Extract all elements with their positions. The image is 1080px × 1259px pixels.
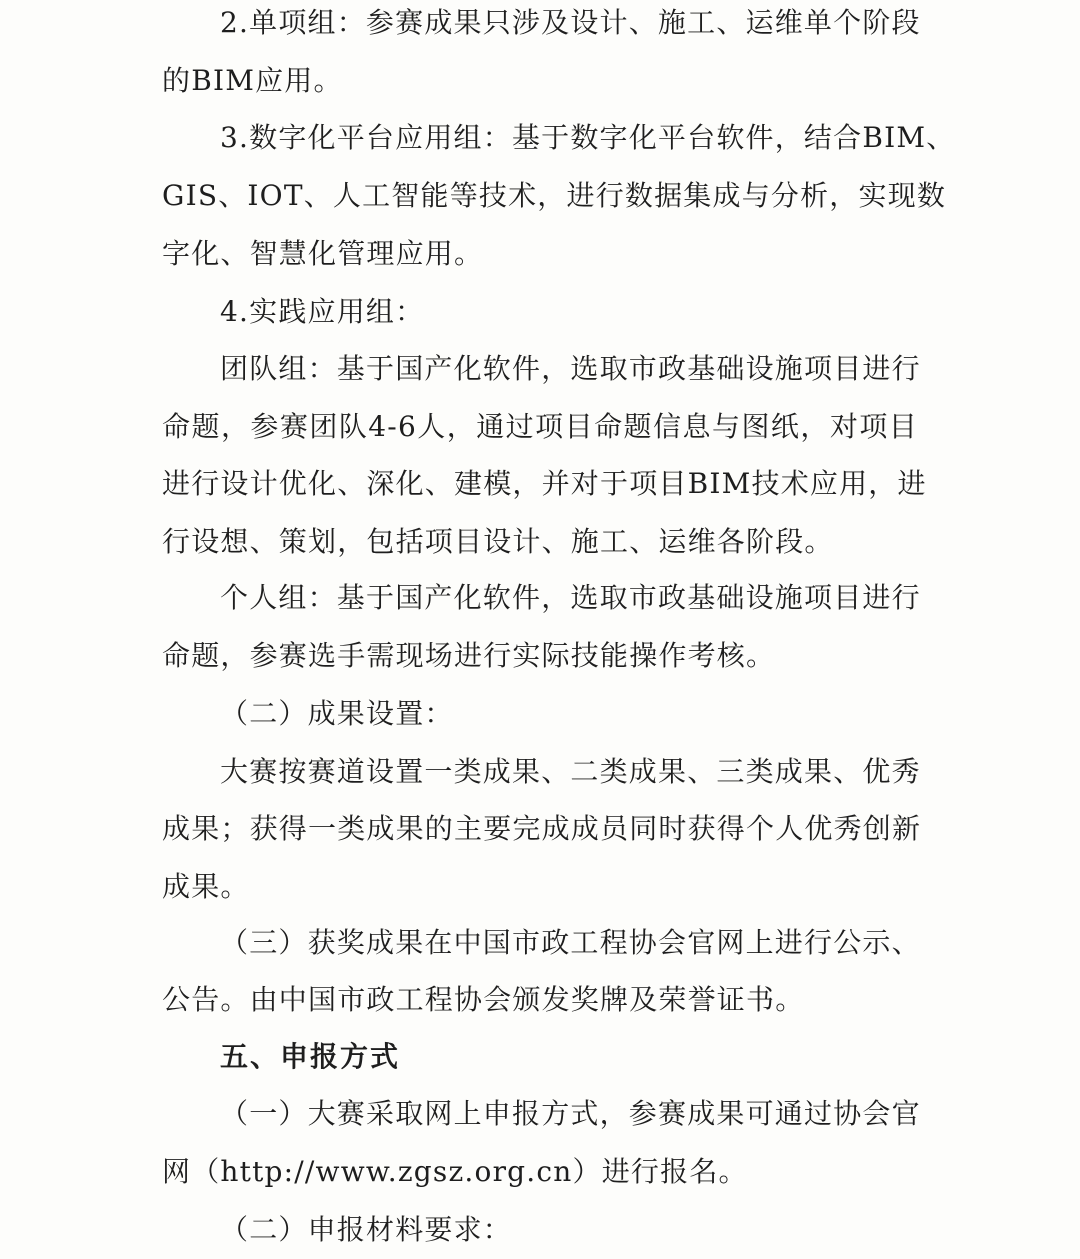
document-page [162,0,956,1259]
paragraph-line: 的BIM应用。 [162,64,343,97]
paragraph-line: 2.单项组：参赛成果只涉及设计、施工、运维单个阶段 [220,6,921,39]
paragraph-line: 3.数字化平台应用组：基于数字化平台软件，结合BIM、 [220,121,956,154]
paragraph-line: 成果。 [162,870,250,903]
section-heading: 五、申报方式 [220,1040,401,1073]
paragraph-line: 成果；获得一类成果的主要完成成员同时获得个人优秀创新 [162,812,922,845]
paragraph-line: 命题，参赛团队4-6人，通过项目命题信息与图纸，对项目 [162,410,918,443]
paragraph-line: （一）大赛采取网上申报方式，参赛成果可通过协会官 [220,1097,921,1130]
paragraph-line: 行设想、策划，包括项目设计、施工、运维各阶段。 [162,525,834,558]
paragraph-line: 进行设计优化、深化、建模，并对于项目BIM技术应用，进 [162,467,927,500]
paragraph-line: （三）获奖成果在中国市政工程协会官网上进行公示、 [220,926,921,959]
paragraph-line: GIS、IOT、人工智能等技术，进行数据集成与分析，实现数 [162,179,947,212]
paragraph-line: 4.实践应用组： [220,295,425,328]
paragraph-line: 个人组：基于国产化软件，选取市政基础设施项目进行 [220,581,921,614]
paragraph-line: 团队组：基于国产化软件，选取市政基础设施项目进行 [220,352,921,385]
section-subheading: （二）成果设置： [220,697,454,730]
paragraph-line: 字化、智慧化管理应用。 [162,237,484,270]
section-subheading: （二）申报材料要求： [220,1213,513,1246]
paragraph-line: 命题，参赛选手需现场进行实际技能操作考核。 [162,639,776,672]
paragraph-line: 大赛按赛道设置一类成果、二类成果、三类成果、优秀 [220,755,921,788]
paragraph-line: 网（http://www.zgsz.org.cn）进行报名。 [162,1155,748,1188]
paragraph-line: 公告。由中国市政工程协会颁发奖牌及荣誉证书。 [162,983,805,1016]
